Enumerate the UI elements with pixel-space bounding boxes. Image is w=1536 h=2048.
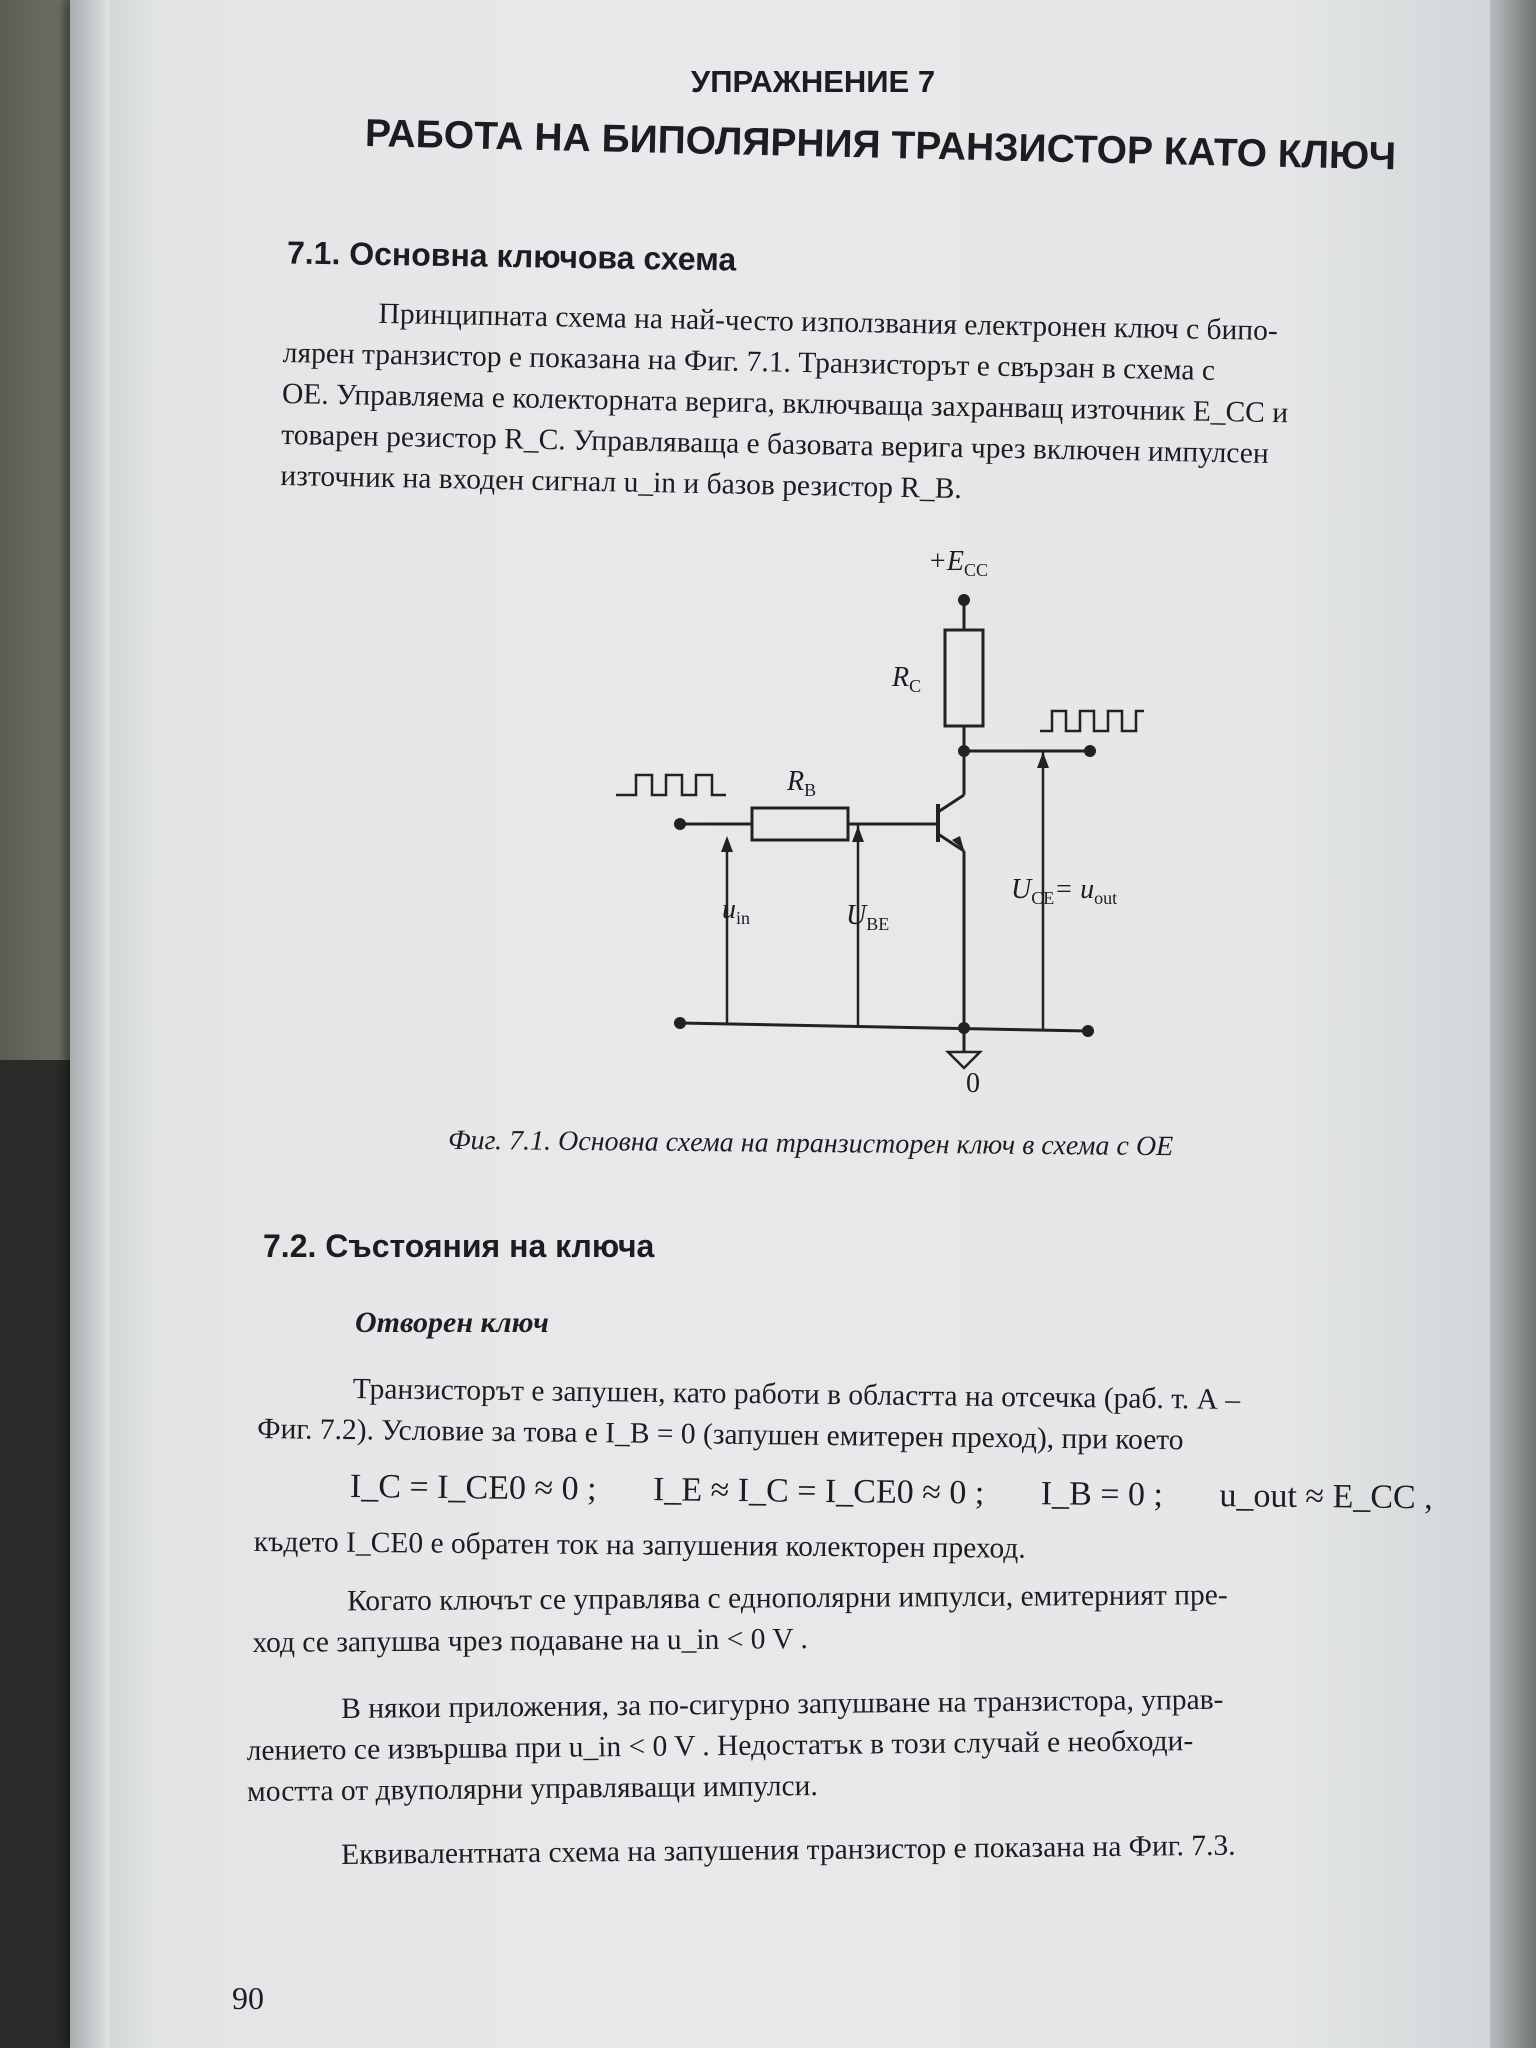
ube-label: $U_{BE}$ [846,900,890,934]
paragraph-line: мостта от двуполярни управляващи импулси. [246,1770,818,1808]
ice0-paragraph [254,1522,1454,1573]
subheading-open-switch: Отворен ключ [355,1306,549,1339]
bipolar-paragraph [246,1677,1457,1813]
ube-arrowhead [852,826,864,842]
exercise-title: РАБОТА НА БИПОЛЯРНИЯ ТРАНЗИСТОР КАТО КЛЮЧ [364,112,1397,179]
open-switch-paragraph [257,1368,1458,1465]
output-terminal [1084,745,1096,757]
input-terminal [674,818,686,830]
paragraph-line: товарен резистор R_C. Управляваща е базовата верига чрез включен импулсен [280,418,1269,470]
ground-rail [680,1023,1088,1031]
supply-node [958,594,970,606]
uin-label: $u_{in}$ [722,894,751,928]
output-ground-terminal [1082,1025,1094,1037]
exercise-number: УПРАЖНЕНИЕ 7 [690,64,936,99]
formula-ib: I_B = 0 ; [1040,1475,1164,1514]
rb-label: $R_B$ [787,766,817,800]
unipolar-paragraph [252,1574,1453,1664]
page-number: 90 [232,1980,264,2016]
input-ground-terminal [674,1017,686,1029]
ground-label: 0 [966,1068,980,1099]
collector-node [958,745,970,757]
paragraph-line: ОЕ. Управляема е колекторната верига, включваща захранващ източник E_CC и [281,377,1289,430]
section-heading-7-2: 7.2. Състояния на ключа [263,1228,655,1264]
base-resistor [752,808,848,840]
paragraph-line: ход се запушва чрез подаване на u_in < 0 V . [252,1623,808,1659]
paragraph-line: Принципната схема на най-често използвания електронен ключ с бипо- [378,297,1279,348]
supply-label: $+E_{CC}$ [928,546,989,580]
paragraph-line: Фиг. 7.2). Условие за това е I_B = 0 (запушен емитерен преход), при което [257,1412,1184,1457]
output-pulse-waveform [1040,711,1144,731]
paragraph-line: Транзисторът е запушен, като работи в областта на отсечка (раб. т. А – [352,1373,1241,1416]
uce-arrowhead [1037,752,1049,768]
uin-arrowhead [721,836,733,852]
collector-resistor [945,630,983,726]
transistor-collector [938,795,964,812]
section-7-1-paragraph [280,292,1464,520]
circuit-diagram [600,540,1160,1100]
paragraph-line: източник на входен сигнал u_in и базов резистор R_B. [280,459,963,506]
paragraph-line: лението се извършва при u_in < 0 V . Недостатък в този случай е необходи- [246,1725,1194,1767]
paragraph-line: лярен транзистор е показана на Фиг. 7.1. Транзисторът е свързан в схема с [282,336,1216,387]
paragraph-line: Когато ключът се управлява с еднополярни импулси, емитерният пре- [347,1579,1228,1618]
equivalent-paragraph [246,1823,1456,1877]
cutoff-formula [350,1468,1481,1518]
uce-label: $U_{CE}= u_{out}$ [1011,874,1118,908]
formula-ic: I_C = I_CE0 ≈ 0 ; [349,1468,597,1508]
paragraph-line: където I_CE0 е обратен ток на запушения колекторен преход. [253,1525,1026,1565]
ground-symbol [948,1052,980,1068]
paragraph-line: Еквивалентната схема на запушения транзистор е показана на Фиг. 7.3. [341,1829,1236,1872]
rc-label: $R_C$ [892,662,922,696]
formula-uout: u_out ≈ E_CC , [1219,1477,1433,1517]
figure-caption: Фиг. 7.1. Основна схема на транзисторен ключ в схема с ОЕ [447,1124,1174,1163]
ground-node [958,1022,970,1034]
paragraph-line: В някои приложения, за по-сигурно запушване на транзистора, управ- [341,1683,1224,1726]
formula-ie: I_E ≈ I_C = I_CE0 ≈ 0 ; [652,1471,985,1512]
section-heading-7-1: 7.1. Основна ключова схема [286,234,737,278]
input-pulse-waveform [616,775,726,795]
